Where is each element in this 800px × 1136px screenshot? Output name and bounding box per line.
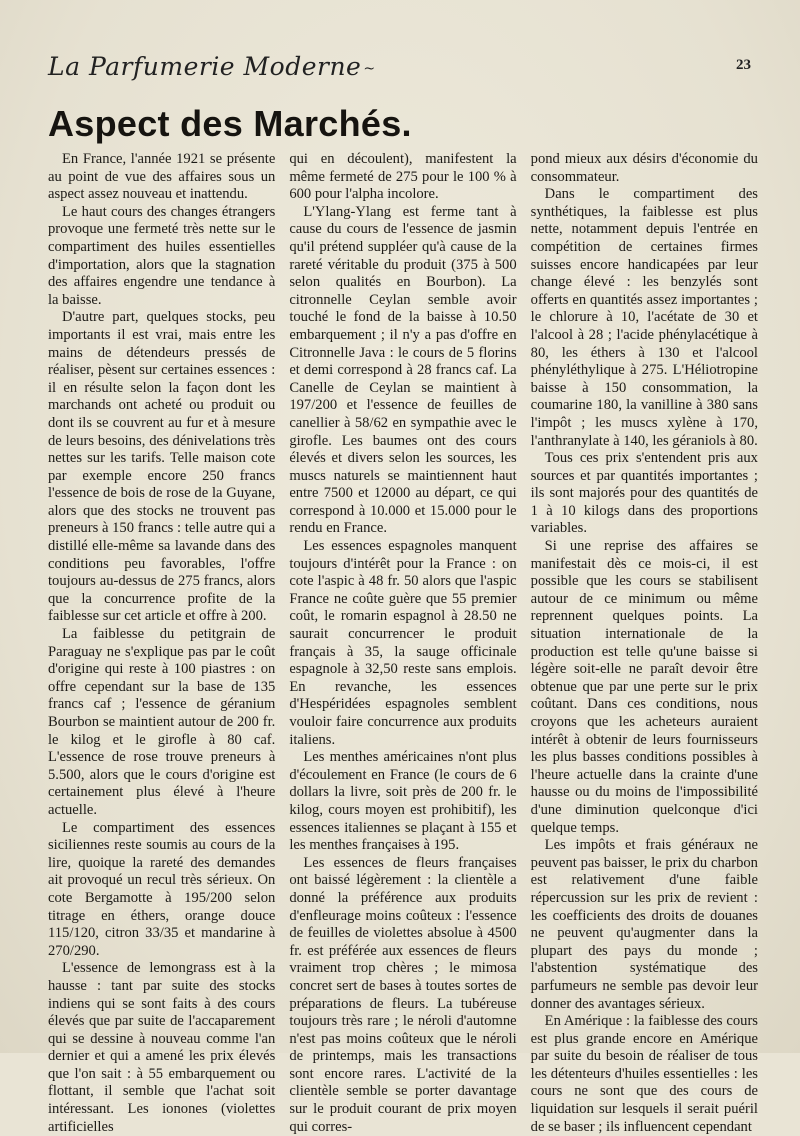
column-2 <box>289 151 517 1135</box>
page-number: 23 <box>736 57 751 73</box>
paragraph: qui en découlent), manifestent la même fermeté de 275 pour le 100 % à 600 pour l'alpha incolore. <box>289 151 517 203</box>
paragraph: pond mieux aux désirs d'économie du consommateur. <box>530 151 758 185</box>
paragraph: Les essences espagnoles manquent toujours d'intérêt pour la France : on cote l'aspic à 48 fr. 50 alors que l'aspic France ne coûte guère que 55 premier coût, le romarin espagnol à 28.50 ne saurait concurrencer le produit français à 35, la sauge officinale espagnole à 32,50 reste sans emplois. En revanche, les essences d'Hespéridées espagnoles semblent vouloir faire concurrence aux produits italiens. <box>289 538 517 748</box>
paragraph: En France, l'année 1921 se présente au point de vue des affaires sous un aspect assez nouveau et inattendu. <box>48 151 276 203</box>
paragraph: Si une reprise des affaires se manifestait dès ce mois-ci, il est possible que les cours se stabilisent autour de ce minimum ou même reprennent quelques points. La situation internationale de la production est telle qu'une baisse si légère soit-elle ne paraît devoir être obtenue que par une perte sur le prix coûtant. Dans ces conditions, nous croyons que les acheteurs auraient intérêt à obtenir de leurs fournisseurs les plus basses conditions possibles à l'heure actuelle dans la crainte d'une hausse ou du moins de l'impossibilité d'une diminution quelconque d'ici quelque temps. <box>530 538 758 836</box>
article-body <box>48 151 758 1135</box>
paragraph: L'Ylang-Ylang est ferme tant à cause du cours de l'essence de jasmin qu'il prétend suppléer qu'à cause de la rareté véritable du produit (375 à 500 selon qualités en Bourbon). La citronnelle Ceylan semble avoir touché le fond de la baisse à 10.50 embarquement ; il n'y a pas d'offre en Citronnelle Java : le cours de 5 florins et demi correspond à 28 francs caf. La Canelle de Ceylan se maintient à 197/200 et l'essence de feuilles de canellier à 58/62 en sympathie avec le girofle. Les baumes ont des cours élevés et divers selon les sources, les muscs naturels se maintiennent haut entre 7500 et 12000 au départ, ce qui correspond à 10.000 et 15.000 pour le rendu en France. <box>289 203 517 537</box>
paragraph: En Amérique : la faiblesse des cours est plus grande encore en Amérique par suite du besoin de réaliser de tous les détenteurs d'huiles essentielles : les cours ne sont que des cours de liquidation sur lesquels il serait puéril de se baser ; ils influencent cependant <box>530 1013 758 1135</box>
magazine-masthead <box>48 52 376 81</box>
paragraph: La faiblesse du petitgrain de Paraguay ne s'explique pas par le coût d'origine qui reste à 100 piastres : on offre cependant sur la base de 135 francs caf ; l'essence de géranium Bourbon se maintient autour de 200 fr. le kilog et le girofle à 80 caf. L'essence de rose trouve preneurs à 5.500, alors que le cours d'origine est certainement plus élevé à l'heure actuelle. <box>48 626 276 818</box>
paragraph: Les menthes américaines n'ont plus d'écoulement en France (le cours de 6 dollars la livre, soit près de 200 fr. le kilog, cours moyen est prohibitif), les essences italiennes se plaçant à 155 et les menthes françaises à 195. <box>289 749 517 854</box>
paragraph: Dans le compartiment des synthétiques, la faiblesse est plus nette, notamment depuis l'entrée en compétition de certaines firmes suisses encore handicapées par leur change élevé : les benzylés sont offerts en quantités assez importantes ; le chlorure à 10, l'acétate de 30 et l'alcool à 28 ; l'acide phénylacétique à 80, les éthers à 130 et l'alcool phényléthylique à 275. L'Héliotropine baisse à 150 consommation, la coumarine 180, la vanilline à 380 sans l'impôt ; les muscs xylène à 170, l'anthranylate à 140, les géraniols à 80. <box>530 186 758 449</box>
column-3 <box>530 151 758 1135</box>
paragraph: D'autre part, quelques stocks, peu importants il est vrai, mais entre les mains de détendeurs pressés de réaliser, pèsent sur certaines essences : il en résulte selon la façon dont les marchands ont acheté ou produit ou dont ils se couvrent au fur et à mesure de leurs besoins, des dénivelations très nettes sur les tarifs. Telle maison cote par exemple encore 250 francs l'essence de bois de rose de la Guyane, alors que des stocks ne trouvent pas preneurs à 150 francs : telle autre qui a distillé elle-même sa lavande dans des conditions peu favorables, l'offre toujours au-dessus de 275 francs, alors que la concurrence profite de la faiblesse sur cet article et offre à 200. <box>48 309 276 625</box>
paragraph: Le compartiment des essences siciliennes reste soumis au cours de la lire, quoique la rareté des demandes ait provoqué un recul très sérieux. On cote Bergamotte à 195/200 selon titrage en éthers, orange douce 115/120, citron 33/35 et mandarine à 270/290. <box>48 819 276 959</box>
paragraph: L'essence de lemongrass est à la hausse : tant par suite des stocks indiens qui se sont faits à des cours élevés que par suite de l'accaparement qui se dessine à nouveau comme l'an dernier et qui a amené les prix élevés que l'on sait : à 55 embarquement ou flottant, il semble que l'achat soit intéressant. Les ionones (violettes artificielles <box>48 960 276 1135</box>
paragraph: Les impôts et frais généraux ne peuvent pas baisser, le prix du charbon est relativement d'une faible répercussion sur les prix de revient : les coefficients des droits de douanes ne peuvent qu'augmenter dans la plupart des pays du monde ; l'abstention systématique des parfumeurs ne semble pas devoir leur donner des avantages sérieux. <box>530 837 758 1012</box>
column-1 <box>48 151 276 1135</box>
paragraph: Les essences de fleurs françaises ont baissé légèrement : la clientèle a donné la préférence aux produits d'enfleurage moins coûteux : l'essence de feuilles de violettes absolue à 4500 fr. est préférée aux essences de fleurs vraiment trop chères ; le mimosa concret sert de bases à toutes sortes de préparations de fleurs. La tubéreuse toujours très rare ; le néroli d'automne n'est pas moins coûteux que le néroli de printemps, mais les transactions sont encore rares. L'activité de la clientèle semble se porter davantage sur le produit courant de prix moyen qui corres- <box>289 854 517 1135</box>
paragraph: Le haut cours des changes étrangers provoque une fermeté très nette sur le compartiment des huiles essentielles d'importation, alors que la stagnation des affaires engendre une tendance à la baisse. <box>48 203 276 308</box>
paragraph: Tous ces prix s'entendent pris aux sources et par quantités importantes ; ils sont majorés pour des quantités de 1 à 10 kilogs dans des proportions variables. <box>530 450 758 537</box>
flourish-ornament-icon: ~ <box>363 60 376 77</box>
magazine-name: La Parfumerie Moderne <box>48 52 362 81</box>
article-title: Aspect des Marchés. <box>48 103 412 144</box>
